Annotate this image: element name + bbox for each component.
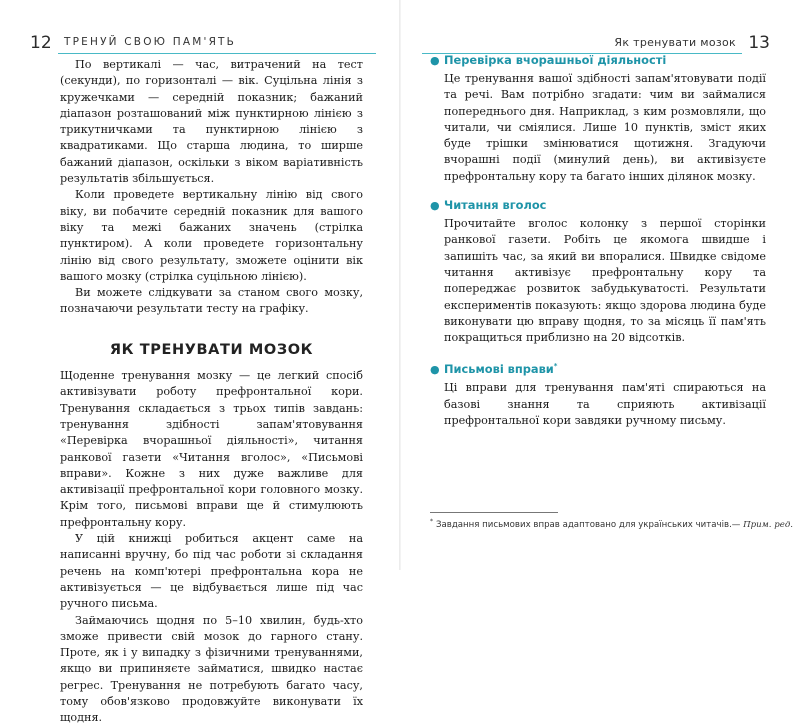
header-rule bbox=[58, 53, 376, 54]
exercise-section bbox=[430, 52, 766, 185]
section-heading: ЯК ТРЕНУВАТИ МОЗОК bbox=[109, 341, 314, 358]
bullet-icon: ● bbox=[430, 199, 440, 213]
left-page-body bbox=[60, 57, 363, 727]
paragraph: Коли проведете вертикальну лінію від свого віку, ви побачите середній показник для вашого віку та межі бажаних значень (стрілка пунктиром). А коли проведете горизонтальну лінію від свого результату, зможете оцінити вік вашого мозку (стрілка суцільною лінією). bbox=[60, 188, 363, 283]
footnote-text: Завдання письмових вправ адаптовано для українських читачів.— bbox=[436, 519, 741, 530]
footnote-credit: Прим. ред. bbox=[743, 519, 794, 530]
right-page bbox=[400, 0, 800, 570]
section-text: Прочитайте вголос колонку з першої сторінки ранкової газети. Робіть це якомога швидше і запишіть час, за який ви впоралися. Швидке свідоме читання активізує префронтальну кору та попереджає розвиток забудькуватості. Результати експериментів показують: якщо здорова людина буде виконувати цю вправу щодня, то за місяць її пам'ять покращиться приблизно на 20 відсотків. bbox=[444, 217, 766, 345]
section-text: Ці вправи для тренування пам'яті спираються на базові знання та сприяють активізації префронтальної кори завдяки ручному письму. bbox=[444, 381, 766, 427]
paragraph: Займаючись щодня по 5–10 хвилин, будь-хто зможе привести свій мозок до гарного стану. Проте, як і у випадку з фізичними тренуваннями, якщо ви припиняєте займатися, швидко настає регрес. Тренування не потребують багато часу, тому обов'язково продовжуйте виконувати їх щодня. bbox=[60, 613, 363, 725]
page-number: 13 bbox=[748, 33, 770, 53]
section-text: Це тренування вашої здібності запам'ятовувати події та речі. Вам потрібно згадати: чим ви займалися попереднього дня. Наприклад, з ким розмовляли, що читали, чи сміялися. Лише 10 пунктів, зміст яких буде трішки змінюватися щотижня. Згадуючи вчорашні події (минулий день), ви активізуєте префронтальну кору та багато інших ділянок мозку. bbox=[444, 72, 766, 183]
exercise-section bbox=[430, 197, 766, 346]
section-subheading bbox=[430, 197, 766, 214]
running-head: Як тренувати мозок bbox=[614, 36, 736, 49]
left-page bbox=[0, 0, 400, 725]
subheading-title: Письмові вправи bbox=[444, 362, 554, 377]
running-head: ТРЕНУЙ СВОЮ ПАМ'ЯТЬ bbox=[64, 36, 237, 48]
footnote-mark: * bbox=[430, 518, 433, 525]
paragraph: По вертикалі — час, витрачений на тест (секунди), по горизонталі — вік. Суцільна лінія з кружечками — середній показник; бажаний діапазон розташований між пунктирною лінією з трикутничками та пунктирною лінією з квадратиками. Що старша людина, то ширше бажаний діапазон, оскільки з віком варіативність результатів збільшується. bbox=[60, 58, 363, 186]
section-subheading bbox=[430, 52, 766, 69]
footnote bbox=[430, 518, 793, 530]
right-page-body bbox=[430, 52, 766, 441]
subheading-title: Перевірка вчорашньої діяльності bbox=[444, 53, 667, 67]
section-subheading bbox=[430, 358, 766, 378]
bullet-icon: ● bbox=[430, 363, 440, 377]
paragraph: Щоденне тренування мозку — це легкий спосіб активізувати роботу префронтальної кори. Тренування складається з трьох типів завдань: тренування здібності запам'ятовування «Перевірка вчорашньої діяльності», читання ранкової газети «Читання вголос», «Письмові вправи». Кожне з них дуже важливе для активізації префронтальної кори головного мозку. Крім того, письмові вправи ще й стимулюють префронтальну кору. bbox=[60, 369, 363, 529]
paragraph: Ви можете слідкувати за станом свого мозку, позначаючи результати тесту на графіку. bbox=[60, 286, 363, 316]
subheading-title: Читання вголос bbox=[444, 198, 547, 213]
footnote-rule bbox=[430, 512, 558, 513]
exercise-section bbox=[430, 358, 766, 429]
page-number: 12 bbox=[30, 33, 52, 53]
paragraph: У цій книжці робиться акцент саме на написанні вручну, бо під час роботи зі складання речень на комп'ютері префронтальна кора не активізується — це відбувається лише під час ручного письма. bbox=[60, 532, 363, 611]
bullet-icon: ● bbox=[430, 54, 440, 67]
footnote-mark: * bbox=[553, 362, 558, 371]
